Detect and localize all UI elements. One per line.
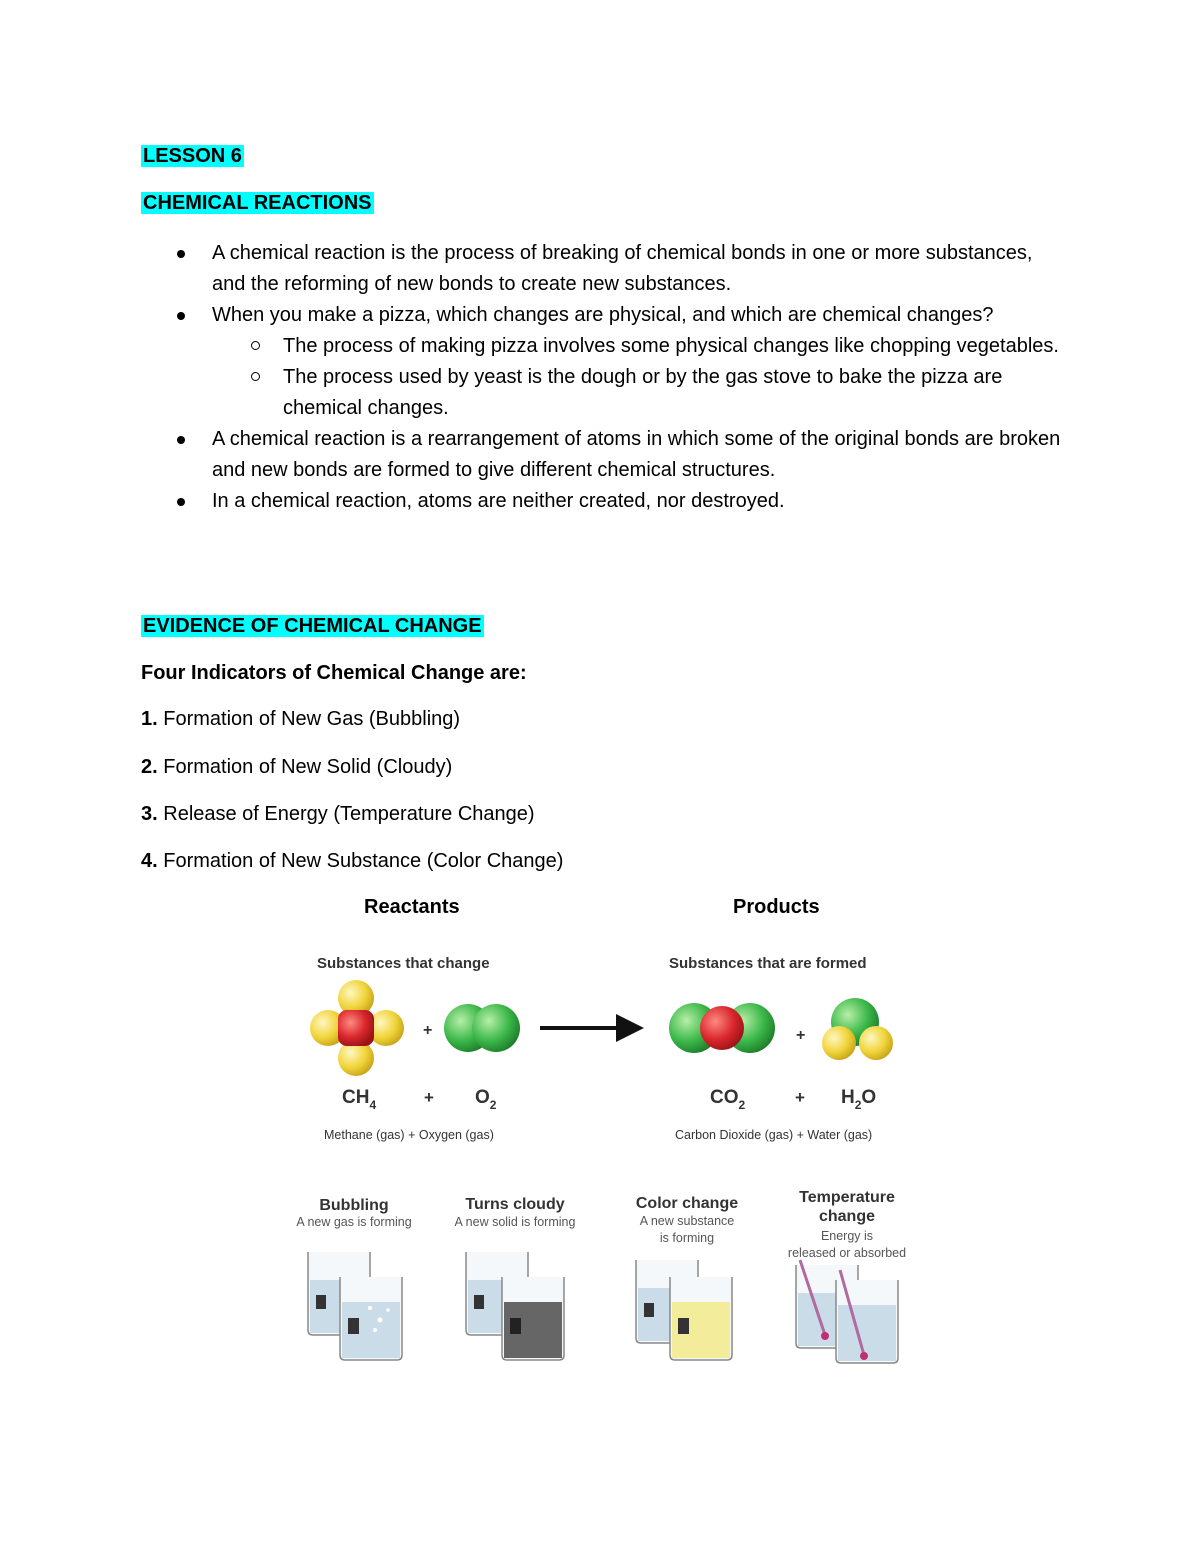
products-label: Products bbox=[733, 896, 820, 918]
plus-sign: + bbox=[795, 1088, 805, 1107]
indicator-3: 3. Release of Energy (Temperature Change) bbox=[141, 803, 535, 825]
indicator-temperature-title: Temperature bbox=[799, 1189, 895, 1206]
indicator-1: 1. Formation of New Gas (Bubbling) bbox=[141, 708, 461, 730]
indicator-cloudy-title: Turns cloudy bbox=[465, 1196, 565, 1213]
water-molecule bbox=[822, 998, 893, 1060]
indicator-bubbling-title: Bubbling bbox=[319, 1197, 389, 1214]
carbon-atom bbox=[700, 1006, 744, 1050]
beaker-cloudy-illustration bbox=[466, 1252, 564, 1360]
products-names: Carbon Dioxide (gas) + Water (gas) bbox=[675, 1128, 873, 1142]
oxygen-atom bbox=[472, 1004, 520, 1052]
beaker-temperature-illustration bbox=[796, 1260, 898, 1363]
indicator-2: 2. Formation of New Solid (Cloudy) bbox=[141, 756, 453, 778]
reactants-caption: Substances that change bbox=[317, 955, 490, 972]
carbon-atom bbox=[338, 1010, 374, 1046]
reactants-label: Reactants bbox=[364, 896, 460, 918]
pizza-sub-list bbox=[212, 331, 1071, 424]
methane-molecule bbox=[310, 980, 404, 1076]
chemical-reactions-bullet-list bbox=[141, 238, 1071, 517]
hydrogen-atom bbox=[859, 1026, 893, 1060]
indicator-4: 4. Formation of New Substance (Color Change) bbox=[141, 850, 564, 872]
indicator-color-desc-1: A new substance bbox=[639, 1214, 735, 1228]
list-item: A chemical reaction is the process of breaking of chemical bonds in one or more substances, and the reforming of new bonds to create new substances. bbox=[141, 238, 1071, 300]
indicator-temperature-title-2: change bbox=[818, 1208, 876, 1225]
formula-h2o: $H_2O$ bbox=[841, 1087, 877, 1112]
indicator-color-title: Color change bbox=[635, 1195, 739, 1212]
section-heading-chemical-reactions: CHEMICAL REACTIONS bbox=[143, 192, 372, 214]
formula-co2: $CO_2$ bbox=[710, 1087, 746, 1112]
oxygen-molecule bbox=[444, 1004, 520, 1052]
plus-sign: + bbox=[423, 1022, 433, 1039]
list-item: In a chemical reaction, atoms are neither created, nor destroyed. bbox=[141, 486, 1071, 517]
section-heading-evidence: EVIDENCE OF CHEMICAL CHANGE bbox=[143, 615, 482, 637]
indicators-intro: Four Indicators of Chemical Change are: bbox=[141, 662, 527, 684]
beaker-bubbling-illustration bbox=[308, 1252, 402, 1360]
list-item: A chemical reaction is a rearrangement of atoms in which some of the original bonds are broken and new bonds are formed to give different chemical structures. bbox=[141, 424, 1071, 486]
reaction-figure bbox=[280, 940, 930, 1380]
indicator-temperature-desc-1: Energy is bbox=[820, 1229, 874, 1243]
reaction-arrow-icon bbox=[540, 1014, 644, 1042]
indicator-temperature-desc-2: released or absorbed bbox=[787, 1246, 907, 1260]
indicator-bubbling-desc: A new gas is forming bbox=[296, 1215, 412, 1229]
indicator-color-desc-2: is forming bbox=[659, 1231, 715, 1245]
list-item: When you make a pizza, which changes are physical, and which are chemical changes? The process of making pizza involves some physical changes like chopping vegetables. The process used by yeast is the dough or by the gas stove to bake the pizza are chemical changes. bbox=[141, 300, 1071, 424]
lesson-label: LESSON 6 bbox=[143, 145, 242, 167]
plus-sign: + bbox=[796, 1027, 806, 1044]
reactants-names: Methane (gas) + Oxygen (gas) bbox=[324, 1128, 494, 1142]
sub-list-item: The process of making pizza involves some physical changes like chopping vegetables. bbox=[212, 331, 1071, 362]
carbon-dioxide-molecule bbox=[669, 1003, 775, 1053]
products-caption: Substances that are formed bbox=[669, 955, 867, 972]
hydrogen-atom bbox=[822, 1026, 856, 1060]
indicator-cloudy-desc: A new solid is forming bbox=[454, 1215, 576, 1229]
sub-list-item: The process used by yeast is the dough or by the gas stove to bake the pizza are chemical changes. bbox=[212, 362, 1071, 424]
beaker-color-change-illustration bbox=[636, 1260, 732, 1360]
formula-ch4: $CH_4$ bbox=[342, 1087, 377, 1112]
formula-o2: $O_2$ bbox=[475, 1087, 497, 1112]
plus-sign: + bbox=[424, 1088, 434, 1107]
